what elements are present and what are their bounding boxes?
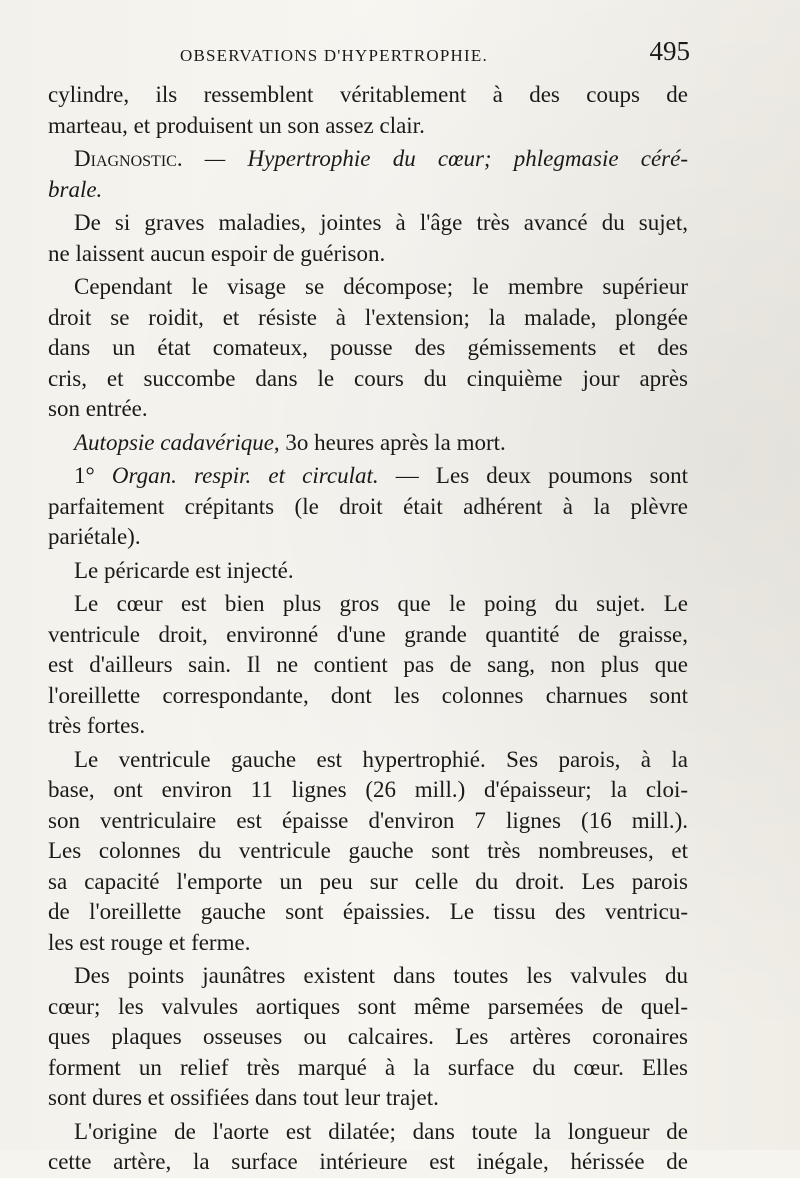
text-line bbox=[48, 394, 688, 425]
line-text: cris, et succombe dans le cours du cinquième jour après bbox=[48, 365, 688, 391]
text-line bbox=[48, 522, 688, 553]
line-text: ques plaques osseuses ou calcaires. Les artères coronaires bbox=[48, 1024, 688, 1049]
text-line bbox=[48, 681, 688, 712]
text-line bbox=[48, 745, 688, 776]
text-line bbox=[48, 303, 688, 334]
line-text: de l'oreillette gauche sont épaissies. Le tissu des ventricu- bbox=[48, 899, 688, 924]
text-line bbox=[48, 1053, 688, 1084]
line-text: l'oreillette correspondante, dont les colonnes charnues sont bbox=[48, 682, 688, 708]
text-line bbox=[48, 492, 688, 523]
line-text: Des points jaunâtres existent dans toutes les valvules du bbox=[74, 963, 688, 988]
line-text: son entrée. bbox=[48, 396, 148, 421]
text-line bbox=[48, 1022, 688, 1053]
text-line bbox=[48, 175, 688, 206]
text-line bbox=[48, 620, 688, 651]
text-line bbox=[48, 144, 688, 175]
section-label: Diagnostic. bbox=[74, 146, 183, 171]
text-line bbox=[48, 992, 688, 1023]
line-text: cylindre, ils ressemblent véritablement à des coups de bbox=[48, 82, 688, 107]
text-line bbox=[48, 1083, 688, 1114]
line-text: Le cœur est bien plus gros que le poing du sujet. Le bbox=[74, 591, 688, 616]
text-line bbox=[48, 111, 688, 142]
line-text: sont dures et ossifiées dans tout leur trajet. bbox=[48, 1085, 439, 1110]
line-text: L'origine de l'aorte est dilatée; dans toute la longueur de bbox=[74, 1118, 688, 1144]
line-text: , 3o heures après la mort. bbox=[273, 429, 506, 455]
line-text: son ventriculaire est épaisse d'environ 7 lignes (16 mill.). bbox=[48, 807, 688, 833]
text-line bbox=[48, 1117, 688, 1148]
text-line bbox=[48, 272, 688, 303]
line-text: forment un relief très marqué à la surface du cœur. Elles bbox=[48, 1054, 688, 1080]
text-line bbox=[48, 589, 688, 620]
text-line bbox=[48, 208, 688, 239]
line-text: pariétale). bbox=[48, 524, 141, 549]
text-line bbox=[48, 364, 688, 395]
line-text: Les colonnes du ventricule gauche sont très nombreuses, et bbox=[48, 838, 688, 863]
italic-heading: Autopsie cadavérique bbox=[74, 429, 274, 455]
page-number: 495 bbox=[649, 36, 690, 66]
italic-heading: Organ. respir. et circulat. bbox=[111, 463, 379, 488]
line-prefix: 1° bbox=[74, 463, 112, 488]
text-line bbox=[48, 333, 688, 364]
text-line bbox=[48, 650, 688, 681]
line-text: cœur; les valvules aortiques sont même parsemées de quel- bbox=[48, 993, 688, 1019]
text-line bbox=[48, 428, 688, 459]
line-text: base, ont environ 11 lignes (26 mill.) d'épaisseur; la cloi- bbox=[48, 777, 688, 802]
text-line bbox=[48, 461, 688, 492]
line-text: Cependant le visage se décompose; le membre supérieur bbox=[74, 274, 688, 299]
line-text: brale. bbox=[48, 176, 103, 202]
line-text: dans un état comateux, pousse des gémissements et des bbox=[48, 335, 688, 360]
line-text: Le péricarde est injecté. bbox=[74, 557, 294, 583]
line-text: ne laissent aucun espoir de guérison. bbox=[48, 240, 386, 266]
text-line bbox=[48, 556, 688, 587]
line-text: parfaitement crépitants (le droit était adhérent à la plèvre bbox=[48, 493, 688, 519]
text-line bbox=[48, 80, 688, 111]
line-text: est d'ailleurs sain. Il ne contient pas de sang, non plus que bbox=[48, 652, 688, 677]
running-head: OBSERVATIONS D'HYPERTROPHIE. bbox=[180, 46, 488, 65]
line-text: marteau, et produisent un son assez clair. bbox=[48, 112, 425, 138]
page-header bbox=[150, 38, 690, 68]
text-line bbox=[48, 711, 688, 742]
line-text: très fortes. bbox=[48, 713, 146, 738]
line-text: cette artère, la surface intérieure est inégale, hérissée de bbox=[48, 1149, 688, 1174]
text-line bbox=[48, 867, 688, 898]
text-line bbox=[48, 897, 688, 928]
text-line bbox=[48, 928, 688, 959]
text-line bbox=[48, 239, 688, 270]
line-text: Le ventricule gauche est hypertrophié. Ses parois, à la bbox=[74, 746, 688, 772]
line-text: De si graves maladies, jointes à l'âge très avancé du sujet, bbox=[74, 210, 688, 235]
line-text: — Hypertrophie du cœur; phlegmasie céré- bbox=[182, 146, 688, 171]
text-line bbox=[48, 775, 688, 806]
text-line bbox=[48, 1147, 688, 1178]
line-text: — Les deux poumons sont bbox=[378, 463, 688, 488]
page-body bbox=[48, 80, 688, 1178]
text-line bbox=[48, 806, 688, 837]
line-text: droit se roidit, et résiste à l'extension; la malade, plongée bbox=[48, 304, 688, 330]
text-line bbox=[48, 836, 688, 867]
text-line bbox=[48, 961, 688, 992]
line-text: les est rouge et ferme. bbox=[48, 929, 251, 955]
line-text: sa capacité l'emporte un peu sur celle du droit. Les parois bbox=[48, 868, 688, 894]
line-text: ventricule droit, environné d'une grande quantité de graisse, bbox=[48, 621, 688, 647]
